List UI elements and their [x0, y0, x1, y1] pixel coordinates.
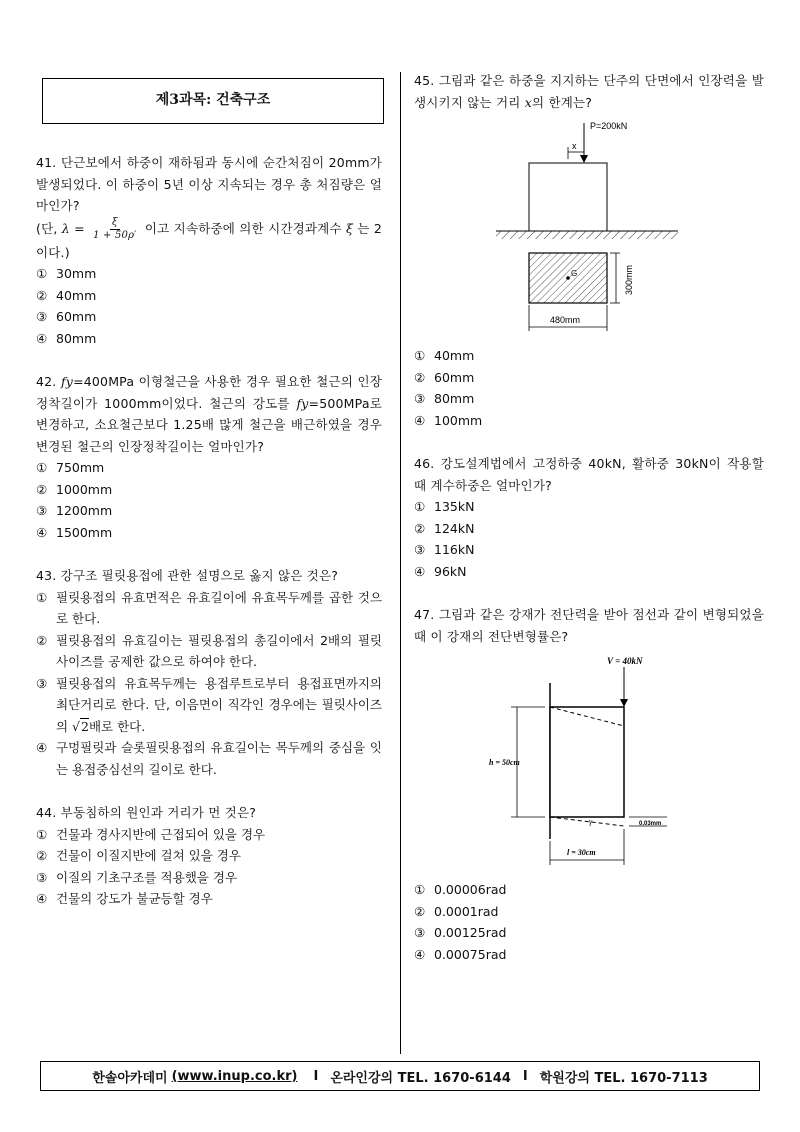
option-text: 96kN — [434, 563, 467, 579]
option-text: 60mm — [434, 369, 475, 385]
option-4[interactable] — [36, 328, 382, 350]
option-marker: ③ — [36, 869, 48, 885]
option-text: 40mm — [56, 287, 97, 303]
option-1[interactable] — [414, 345, 764, 367]
option-marker: ② — [36, 287, 48, 303]
option-4[interactable] — [36, 522, 382, 544]
question-42 — [36, 371, 382, 543]
question-43-stem — [36, 565, 382, 587]
question-text: 단근보에서 하중이 재하됨과 동시에 순간처짐이 20mm가 발생되었다. 이 하중이 5년 이상 지속되는 경우 총 처짐량은 얼마인가? — [36, 155, 382, 213]
question-number: 43. — [36, 568, 57, 583]
option-marker: ② — [414, 369, 426, 385]
option-marker: ④ — [414, 563, 426, 579]
option-marker: ④ — [36, 740, 48, 755]
right-column — [414, 70, 764, 983]
option-marker: ② — [414, 903, 426, 919]
lambda-equation: λ = — [61, 220, 85, 236]
online-phone: 온라인강의 TEL. 1670-6144 — [330, 1070, 511, 1086]
option-marker: ② — [414, 520, 426, 536]
option-marker: ③ — [36, 675, 48, 691]
option-2[interactable] — [414, 367, 764, 389]
option-text: 건물이 이질지반에 걸쳐 있을 경우 — [56, 848, 241, 863]
load-arrowhead — [580, 155, 588, 163]
option-text: 1200mm — [56, 503, 113, 518]
question-number: 46. — [414, 456, 435, 471]
option-text: 135kN — [434, 499, 475, 514]
question-47-stem — [414, 604, 764, 647]
option-text-main: 필릿용접의 유효목두께는 용접루트로부터 용접표면까지의 최단거리로 한다. 단, 이음면이 직각인 경우에는 필릿사이즈의 — [56, 675, 382, 734]
question-42-stem — [36, 371, 382, 457]
condition-end: 는 2이다.) — [36, 220, 382, 260]
question-47 — [414, 604, 764, 965]
option-4[interactable] — [414, 410, 764, 432]
option-text: 60mm — [56, 309, 97, 324]
option-marker: ① — [414, 882, 426, 897]
option-text: 124kN — [434, 520, 475, 536]
option-3[interactable] — [36, 500, 382, 522]
option-text: 이질의 기초구조를 적용했을 경우 — [56, 869, 237, 885]
option-marker: ④ — [36, 524, 48, 540]
option-text: 1000mm — [56, 481, 113, 497]
academy-url[interactable]: (www.inup.co.kr) — [171, 1068, 298, 1084]
centroid-dot — [566, 276, 570, 280]
option-text: 0.00125rad — [434, 925, 507, 940]
option-marker: ① — [36, 266, 48, 281]
option-marker: ③ — [414, 925, 426, 940]
option-2[interactable] — [36, 630, 382, 673]
question-text: 그림과 같은 하중을 지지하는 단주의 단면에서 인장력을 발생시키지 않는 거리 — [414, 73, 764, 110]
option-1[interactable] — [36, 263, 382, 285]
question-text: 강도설계법에서 고정하중 40kN, 활하중 30kN이 작용할 때 계수하중은 얼마인가? — [414, 456, 764, 493]
option-marker: ① — [36, 589, 48, 605]
option-text: 100mm — [434, 412, 483, 428]
option-4[interactable] — [414, 561, 764, 583]
option-2[interactable] — [36, 285, 382, 307]
x-dimension-label: x — [572, 141, 577, 151]
load-label: P=200kN — [590, 121, 628, 131]
question-45 — [414, 70, 764, 431]
question-43 — [36, 565, 382, 780]
question-text: 그림과 같은 강재가 전단력을 받아 점선과 같이 변형되었을 때 이 강재의 전단변형률은? — [414, 607, 764, 644]
footer-separator: I — [522, 1068, 528, 1084]
question-41 — [36, 152, 382, 349]
option-marker: ③ — [36, 309, 48, 324]
lambda-fraction — [91, 217, 139, 242]
option-marker: ③ — [414, 542, 426, 557]
question-number: 44. — [36, 805, 57, 820]
shear-deformation-figure — [489, 653, 689, 873]
question-41-stem — [36, 152, 382, 217]
option-4[interactable] — [36, 888, 382, 910]
length-label: l = 30cm — [567, 848, 596, 857]
option-marker: ③ — [414, 391, 426, 406]
footer-separator: I — [313, 1068, 319, 1084]
condition-text: 이고 지속하중에 의한 시간경과계수 — [144, 220, 342, 236]
option-marker: ④ — [414, 412, 426, 428]
gamma-label: γ — [589, 817, 593, 826]
ground-hatch — [496, 231, 678, 239]
option-marker: ④ — [36, 891, 48, 906]
option-3[interactable] — [414, 388, 764, 410]
option-2[interactable] — [414, 901, 764, 923]
x-variable: x — [524, 94, 532, 110]
condition-prefix: (단, — [36, 220, 62, 236]
shear-force-label: V = 40kN — [607, 656, 643, 666]
academy-name: 한솔아카데미 — [92, 1070, 168, 1086]
option-marker: ② — [36, 848, 48, 863]
option-2[interactable] — [36, 479, 382, 501]
fraction-denominator: 1 + 50ρ′ — [93, 229, 137, 241]
question-number: 47. — [414, 607, 435, 622]
option-text: 필릿용접의 유효길이는 필릿용접의 총길이에서 2배의 필릿사이즈를 공제한 값으로 하여야 한다. — [56, 632, 382, 669]
displacement-label: 0.03mm — [639, 821, 662, 827]
question-44 — [36, 802, 382, 910]
option-text-end: 배로 한다. — [88, 718, 146, 734]
width-label: 480mm — [550, 315, 581, 325]
question-44-stem — [36, 802, 382, 824]
question-number: 42. — [36, 374, 57, 389]
deformed-bottom-edge — [550, 817, 624, 826]
option-1[interactable] — [414, 496, 764, 518]
question-text: 의 한계는? — [532, 94, 593, 110]
option-3[interactable] — [36, 306, 382, 328]
option-1[interactable] — [36, 824, 382, 846]
question-number: 45. — [414, 73, 435, 88]
option-text: 1500mm — [56, 524, 113, 540]
question-45-stem — [414, 70, 764, 113]
height-label: 300mm — [624, 264, 634, 295]
fy-symbol: fy — [60, 374, 74, 389]
option-text: 필릿용접의 유효면적은 유효길이에 유효목두께를 곱한 것으로 한다. — [56, 589, 382, 626]
option-4[interactable] — [414, 944, 764, 966]
question-41-condition — [36, 217, 382, 264]
xi-symbol: ξ — [345, 220, 354, 236]
column-section-figure — [494, 119, 684, 339]
page-footer — [40, 1061, 760, 1091]
option-marker: ① — [414, 499, 426, 514]
option-text: 건물과 경사지반에 근접되어 있을 경우 — [56, 826, 266, 842]
question-text: =400MPa 이형철근을 사용한 경우 필요한 철근의 인장정착길이가 1000mm이었다. 철근의 강도를 — [36, 374, 382, 411]
option-text: 30mm — [56, 266, 97, 281]
option-text: 40mm — [434, 348, 475, 363]
option-marker: ④ — [414, 946, 426, 962]
option-3[interactable] — [414, 539, 764, 561]
height-label: h = 50cm — [489, 758, 520, 767]
fraction-numerator: ξ — [111, 216, 118, 228]
question-46-stem — [414, 453, 764, 496]
option-text: 0.00075rad — [434, 946, 507, 962]
column-divider — [400, 72, 401, 1054]
centroid-label: G — [571, 269, 578, 278]
option-marker: ① — [36, 826, 48, 842]
option-text: 필릿용접의 유효목두께는 용접루트로부터 용접표면까지의 최단거리로 한다. 단, 이음면이 직각인 경우에는 필릿사이즈의 √2배로 한다. — [56, 675, 382, 734]
option-text: 건물의 강도가 불균등할 경우 — [56, 891, 213, 906]
option-text: 구멍필릿과 슬롯필릿용접의 유효길이는 목두께의 중심을 잇는 용접중심선의 길이로 한다. — [56, 740, 382, 777]
question-text: =500MPa로 변경하고, 소요철근보다 1.25배 많게 철근을 배근하였을 경우 변경된 철근의 인장정착길이는 얼마인가? — [36, 395, 382, 454]
option-1[interactable] — [36, 587, 382, 630]
option-marker: ① — [414, 348, 426, 363]
option-text: 0.0001rad — [434, 903, 499, 919]
option-1[interactable] — [414, 879, 764, 901]
option-3[interactable] — [36, 673, 382, 738]
subject-title: 제3과목: 건축구조 — [42, 78, 384, 124]
offline-phone: 학원강의 TEL. 1670-7113 — [539, 1070, 708, 1086]
sqrt-value: 2 — [81, 718, 89, 734]
option-2[interactable] — [36, 845, 382, 867]
column-elevation — [529, 163, 607, 231]
option-text: 116kN — [434, 542, 475, 557]
option-marker: ② — [36, 632, 48, 648]
option-4[interactable] — [36, 737, 382, 780]
option-3[interactable] — [36, 867, 382, 889]
shear-force-arrowhead — [620, 699, 628, 707]
option-3[interactable] — [414, 922, 764, 944]
question-46 — [414, 453, 764, 582]
option-marker: ③ — [36, 503, 48, 518]
option-2[interactable] — [414, 518, 764, 540]
option-text: 0.00006rad — [434, 882, 507, 897]
option-marker: ② — [36, 481, 48, 497]
question-number: 41. — [36, 155, 57, 170]
option-text: 80mm — [56, 330, 97, 346]
question-text: 강구조 필릿용접에 관한 설명으로 옳지 않은 것은? — [60, 568, 339, 583]
left-column — [36, 70, 382, 928]
fy-symbol: fy — [296, 395, 309, 411]
question-text: 부동침하의 원인과 거리가 먼 것은? — [60, 805, 257, 820]
option-1[interactable] — [36, 457, 382, 479]
option-marker: ① — [36, 460, 48, 475]
option-text: 750mm — [56, 460, 105, 475]
option-text: 80mm — [434, 391, 475, 406]
option-marker: ④ — [36, 330, 48, 346]
